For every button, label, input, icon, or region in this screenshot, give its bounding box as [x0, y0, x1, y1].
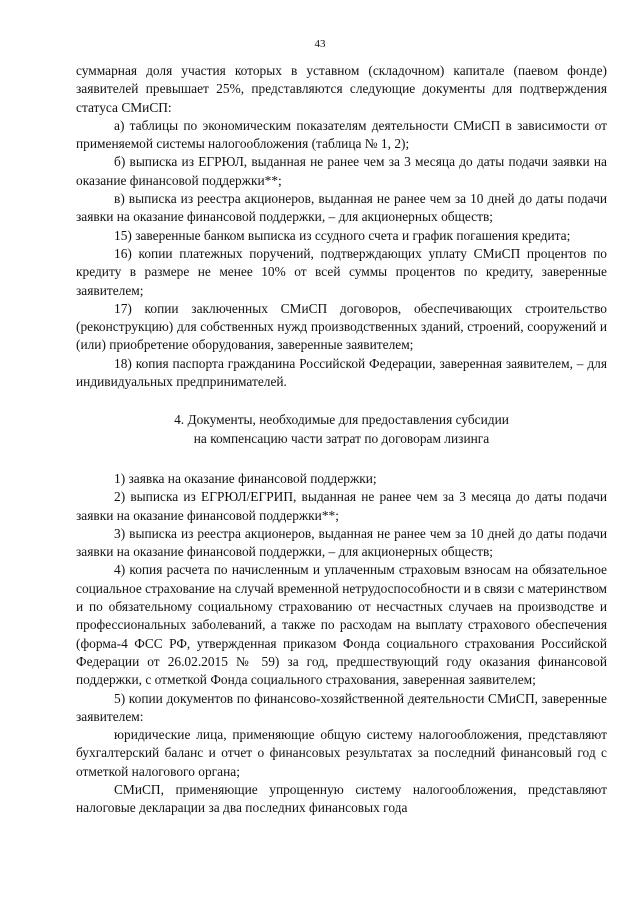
page-number: 43 [314, 38, 326, 50]
paragraph: в) выписка из реестра акционеров, выданная не ранее чем за 10 дней до даты подачи заявки на оказание финансовой поддержки, – для акционерных обществ; [76, 191, 607, 225]
paragraph: а) таблицы по экономическим показателям деятельности СМиСП в зависимости от применяемой системы налогообложения (таблица № 1, 2); [76, 117, 607, 152]
section-heading-line-2: на компенсацию части затрат по договорам лизинга [193, 430, 490, 446]
section-heading-line-1: 4. Документы, необходимые для предоставления субсидии [174, 412, 509, 428]
document-body [76, 62, 607, 818]
paragraph: б) выписка из ЕГРЮЛ, выданная не ранее чем за 3 месяца до даты подачи заявки на оказание финансовой поддержки**; [76, 154, 607, 188]
paragraph: суммарная доля участия которых в уставном (складочном) капитале (паевом фонде) заявителей превышает 25%, представляются следующие документы для подтверждения статуса СМиСП: [76, 63, 607, 115]
paragraph: СМиСП, применяющие упрощенную систему налогообложения, представляют налоговые декларации за два последних финансовых года [76, 781, 607, 816]
paragraph: 2) выписка из ЕГРЮЛ/ЕГРИП, выданная не ранее чем за 3 месяца до даты подачи заявки на оказание финансовой поддержки**; [76, 489, 607, 523]
paragraph: 18) копия паспорта гражданина Российской Федерации, заверенная заявителем, – для индивидуальных предпринимателей. [76, 355, 607, 390]
paragraph: 1) заявка на оказание финансовой поддержки; [114, 470, 377, 486]
paragraph: 16) копии платежных поручений, подтверждающих уплату СМиСП процентов по кредиту в размере не менее 10% от всей суммы процентов по кредиту, заверенные заявителем; [76, 245, 607, 298]
section-heading [76, 411, 607, 448]
paragraph: 17) копии заключенных СМиСП договоров, обеспечивающих строительство (реконструкцию) для собственных нужд производственных зданий, строений, сооружений и (или) приобретение оборудования, заверенные заявителем; [76, 300, 607, 353]
paragraph: 3) выписка из реестра акционеров, выданная не ранее чем за 10 дней до даты подачи заявки на оказание финансовой поддержки, – для акционерных обществ; [76, 525, 607, 560]
paragraph: юридические лица, применяющие общую систему налогообложения, представляют бухгалтерский баланс и отчет о финансовых результатах за последний финансовый год с отметкой налогового органа; [76, 727, 607, 779]
paragraph: 15) заверенные банком выписка из ссудного счета и график погашения кредита; [114, 227, 571, 243]
paragraph: 5) копии документов по финансово-хозяйственной деятельности СМиСП, заверенные заявителем: [76, 690, 607, 724]
paragraph: 4) копия расчета по начисленным и уплаченным страховым взносам на обязательное социальное страхование на случай временной нетрудоспособности и в связи с материнством и по обязательному социальному страхованию от несчастных случаев на производстве и профессиональных заболеваний, а также по расходам на выплату страхового обеспечения (форма-4 ФСС РФ, утвержденная приказом Фонда социального страхования Российской Федерации от 26.02.2015 № 59) за год, предшествующий году оказания финансовой поддержки, с отметкой Фонда социального страхования, заверенная заявителем; [76, 562, 607, 688]
bottom-paragraphs [76, 470, 607, 818]
top-paragraphs [76, 62, 607, 391]
